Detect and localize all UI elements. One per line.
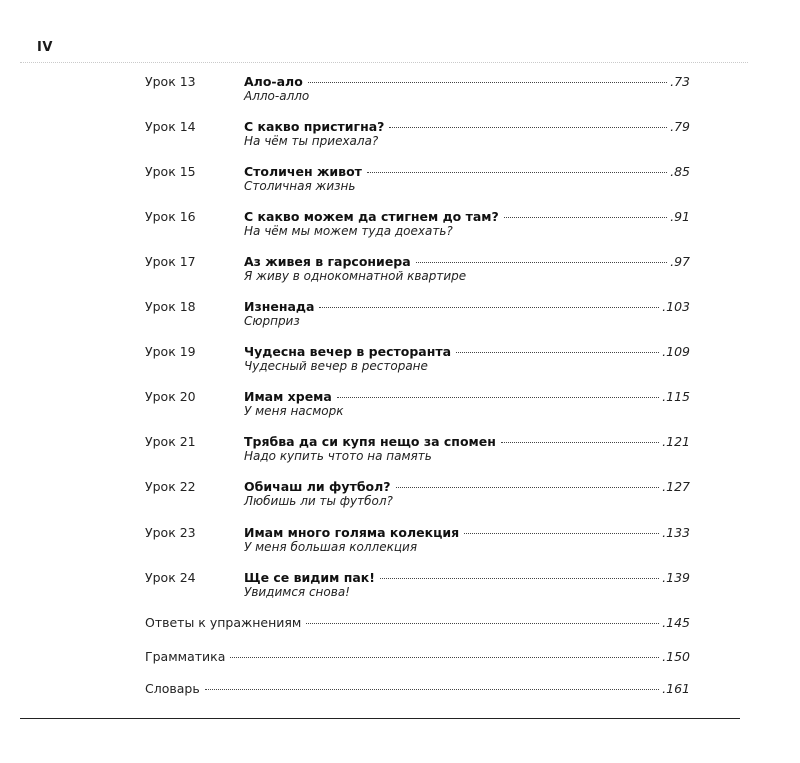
toc-entry-lesson-19[interactable] [0, 344, 800, 380]
lesson-page-ref: .73 [670, 74, 690, 89]
lesson-number: Урок 17 [145, 254, 196, 269]
lesson-subtitle: На чём мы можем туда доехать? [244, 224, 453, 238]
dot-leader [319, 306, 659, 308]
toc-entry-dictionary[interactable] [145, 681, 690, 696]
lesson-number: Урок 13 [145, 74, 196, 89]
lesson-title: Имам хрема [244, 389, 332, 404]
lesson-title: Чудесна вечер в ресторанта [244, 344, 452, 359]
lesson-page-ref: .97 [670, 254, 690, 269]
lesson-number: Урок 21 [145, 434, 196, 449]
appendix-page-ref: .145 [662, 615, 690, 630]
page-number: IV [37, 40, 53, 55]
toc-entry-answers[interactable] [145, 615, 690, 630]
lesson-subtitle: Алло-алло [244, 89, 310, 103]
appendix-title: Ответы к упражнениям [145, 615, 302, 630]
lesson-number: Урок 24 [145, 570, 196, 585]
lesson-subtitle: Столичная жизнь [244, 179, 356, 193]
dot-leader [230, 656, 659, 658]
toc-entry-lesson-15[interactable] [0, 164, 800, 200]
dot-leader [389, 126, 667, 128]
lesson-number: Урок 14 [145, 119, 196, 134]
lesson-number: Урок 16 [145, 209, 196, 224]
top-divider [20, 62, 748, 63]
appendix-title: Грамматика [145, 649, 226, 664]
lesson-subtitle: У меня насморк [244, 404, 344, 418]
lesson-page-ref: .109 [662, 344, 690, 359]
toc-entry-lesson-13[interactable] [0, 74, 800, 110]
lesson-number: Урок 18 [145, 299, 196, 314]
lesson-title: Ало-ало [244, 74, 303, 89]
lesson-title: Столичен живот [244, 164, 362, 179]
lesson-page-ref: .139 [662, 570, 690, 585]
lesson-number: Урок 22 [145, 479, 196, 494]
toc-entry-lesson-17[interactable] [0, 254, 800, 290]
lesson-subtitle: Сюрприз [244, 314, 300, 328]
lesson-number: Урок 20 [145, 389, 196, 404]
dot-leader [337, 396, 659, 398]
lesson-subtitle: Любишь ли ты футбол? [244, 494, 393, 508]
lesson-page-ref: .91 [670, 209, 690, 224]
bottom-divider [20, 718, 740, 719]
lesson-subtitle: На чём ты приехала? [244, 134, 379, 148]
dot-leader [416, 261, 667, 263]
dot-leader [367, 171, 667, 173]
lesson-number: Урок 19 [145, 344, 196, 359]
toc-entry-lesson-22[interactable] [0, 479, 800, 515]
lesson-title: С какво можем да стигнем до там? [244, 209, 499, 224]
lesson-title: Изненада [244, 299, 315, 314]
lesson-page-ref: .85 [670, 164, 690, 179]
lesson-title: Имам много голяма колекция [244, 525, 460, 540]
lesson-title: С какво пристигна? [244, 119, 385, 134]
appendix-page-ref: .161 [662, 681, 690, 696]
dot-leader [205, 688, 659, 690]
lesson-page-ref: .103 [662, 299, 690, 314]
toc-entry-lesson-23[interactable] [0, 525, 800, 561]
toc-entry-lesson-18[interactable] [0, 299, 800, 335]
dot-leader [501, 441, 659, 443]
appendix-page-ref: .150 [662, 649, 690, 664]
toc-entry-lesson-21[interactable] [0, 434, 800, 470]
dot-leader [464, 532, 659, 534]
toc-entry-lesson-16[interactable] [0, 209, 800, 245]
dot-leader [306, 622, 659, 624]
appendix-title: Словарь [145, 681, 200, 696]
lesson-title: Аз живея в гарсониера [244, 254, 411, 269]
lesson-number: Урок 15 [145, 164, 196, 179]
dot-leader [456, 351, 659, 353]
lesson-number: Урок 23 [145, 525, 196, 540]
lesson-subtitle: Увидимся снова! [244, 585, 350, 599]
lesson-title: Ще се видим пак! [244, 570, 375, 585]
lesson-page-ref: .127 [662, 479, 690, 494]
dot-leader [308, 81, 667, 83]
lesson-subtitle: У меня большая коллекция [244, 540, 418, 554]
toc-entry-grammar[interactable] [145, 649, 690, 664]
lesson-page-ref: .121 [662, 434, 690, 449]
lesson-subtitle: Надо купить чтото на память [244, 449, 432, 463]
dot-leader [380, 577, 659, 579]
dot-leader [504, 216, 667, 218]
lesson-subtitle: Я живу в однокомнатной квартире [244, 269, 467, 283]
lesson-page-ref: .133 [662, 525, 690, 540]
toc-entry-lesson-24[interactable] [0, 570, 800, 606]
toc-entry-lesson-20[interactable] [0, 389, 800, 425]
toc-entry-lesson-14[interactable] [0, 119, 800, 155]
lesson-page-ref: .79 [670, 119, 690, 134]
dot-leader [396, 486, 660, 488]
lesson-subtitle: Чудесный вечер в ресторане [244, 359, 428, 373]
lesson-page-ref: .115 [662, 389, 690, 404]
lesson-title: Трябва да си купя нещо за спомен [244, 434, 496, 449]
lesson-title: Обичаш ли футбол? [244, 479, 391, 494]
